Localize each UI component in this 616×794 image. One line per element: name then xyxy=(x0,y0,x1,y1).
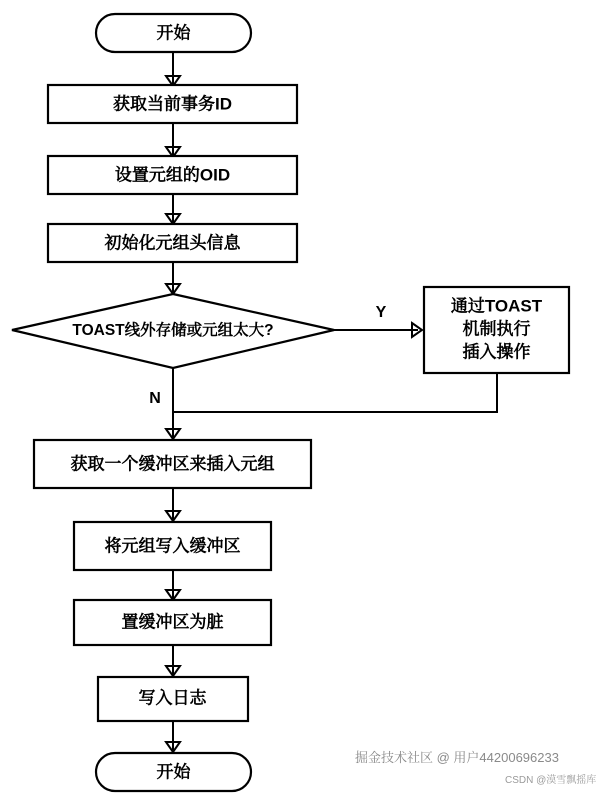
node-get-xid-label: 获取当前事务ID xyxy=(113,94,232,114)
edge-label-no: N xyxy=(149,390,161,408)
connector-decision-no-to-get-buf xyxy=(166,368,180,439)
node-decision[interactable] xyxy=(12,294,334,368)
watermark-sub: CSDN @漠雪飘摇库 xyxy=(505,775,597,786)
node-set-dirty-label: 置缓冲区为脏 xyxy=(121,612,224,632)
connector-start-to-get-xid xyxy=(166,52,180,86)
connector-toast-to-get-buf xyxy=(173,373,497,412)
watermark-main: 掘金技术社区 @ 用户44200696233 xyxy=(355,750,559,765)
node-toast-label-line-1: 通过TOAST xyxy=(450,296,543,316)
node-get-xid[interactable] xyxy=(48,85,297,123)
connector-get-xid-to-set-oid xyxy=(166,123,180,157)
node-init-head[interactable] xyxy=(48,224,297,262)
connector-decision-yes-to-toast xyxy=(334,323,422,337)
node-init-head-label: 初始化元组头信息 xyxy=(104,233,241,253)
node-end-label: 开始 xyxy=(156,762,191,782)
node-get-buf-label: 获取一个缓冲区来插入元组 xyxy=(70,454,275,474)
connector-set-oid-to-init-head xyxy=(166,194,180,224)
connector-write-buf-to-set-dirty xyxy=(166,570,180,600)
node-write-log-label: 写入日志 xyxy=(138,688,207,708)
node-write-buf[interactable] xyxy=(74,522,271,570)
node-toast[interactable] xyxy=(424,287,569,373)
node-get-buf[interactable] xyxy=(34,440,311,488)
connector-get-buf-to-write-buf xyxy=(166,488,180,521)
node-decision-label: TOAST线外存储或元组太大? xyxy=(72,322,274,340)
node-toast-label-line-3: 插入操作 xyxy=(462,342,531,362)
connector-set-dirty-to-write-log xyxy=(166,645,180,676)
node-set-oid[interactable] xyxy=(48,156,297,194)
edge-label-yes: Y xyxy=(375,304,387,322)
connector-write-log-to-end xyxy=(166,721,180,752)
node-start[interactable] xyxy=(96,14,251,52)
node-toast-label-line-2: 机制执行 xyxy=(462,319,531,339)
node-set-dirty[interactable] xyxy=(74,600,271,645)
node-end[interactable] xyxy=(96,753,251,791)
node-write-log[interactable] xyxy=(98,677,248,721)
node-write-buf-label: 将元组写入缓冲区 xyxy=(104,536,241,556)
node-set-oid-label: 设置元组的OID xyxy=(114,165,231,185)
node-start-label: 开始 xyxy=(156,23,191,43)
connector-init-head-to-decision xyxy=(166,262,180,294)
